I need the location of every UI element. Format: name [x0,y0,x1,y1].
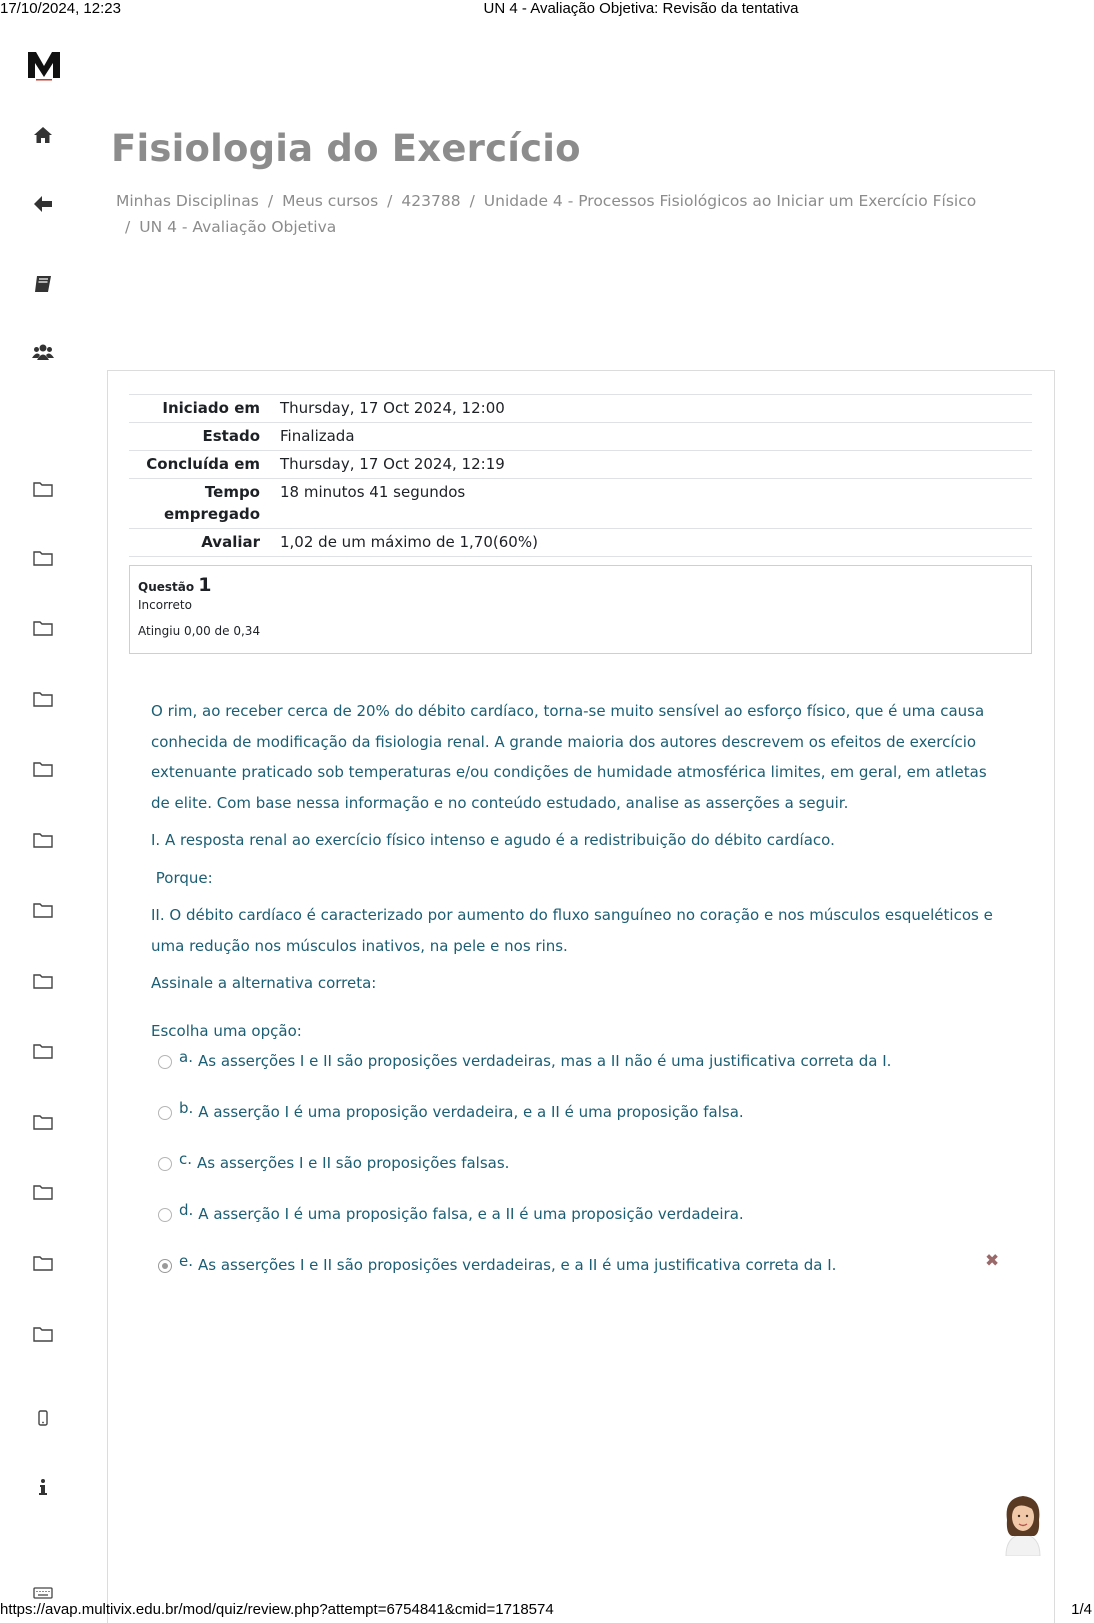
question-mark: Atingiu 0,00 de 0,34 [138,624,261,638]
completed-label: Concluída em [146,455,260,473]
folder-icon[interactable] [26,895,60,925]
question-paragraph: II. O débito cardíaco é caracterizado por aumento do fluxo sanguíneo no coração e nos músculos esqueléticos e uma redução nos músculos inativos, na pele e nos rins. [151,906,993,955]
print-url: https://avap.multivix.edu.br/mod/quiz/review.php?attempt=6754841&cmid=1718574 [0,1601,554,1618]
answer-option-b[interactable] [158,1099,744,1129]
time-label: Tempo empregado [163,483,260,523]
question-number [138,574,1023,596]
print-footer [0,1601,1094,1623]
answer-option-c[interactable] [158,1150,510,1180]
summary-row [129,451,1032,479]
question-number-value: 1 [198,574,212,596]
option-letter: b. [179,1099,194,1117]
summary-row [129,395,1032,423]
option-letter: d. [179,1201,194,1219]
breadcrumb-item-disciplinas[interactable]: Minhas Disciplinas [116,192,259,210]
question-paragraph: Porque: [151,868,213,887]
back-arrow-icon[interactable] [26,189,60,219]
summary-row [129,479,1032,529]
option-letter: a. [179,1048,193,1066]
time-value: 18 minutos 41 segundos [280,483,466,501]
print-page-number: 1/4 [1071,1601,1092,1618]
grade-label: Avaliar [201,533,260,551]
option-letter: e. [179,1252,193,1270]
question-paragraph: I. A resposta renal ao exercício físico intenso e agudo é a redistribuição do débito cardíaco. [151,831,835,849]
radio-button[interactable] [158,1106,172,1120]
answer-prompt: Escolha uma opção: [151,1022,302,1040]
completed-value: Thursday, 17 Oct 2024, 12:19 [280,455,505,473]
users-icon[interactable] [26,337,60,367]
incorrect-icon: ✖ [985,1251,1000,1271]
breadcrumb-item-avaliacao[interactable]: UN 4 - Avaliação Objetiva [139,218,337,236]
radio-button[interactable] [158,1055,172,1069]
breadcrumb: Minhas Disciplinas / Meus cursos / 423788 / Unidade 4 - Processos Fisiológicos ao Iniciar um Exercício Físico / UN 4 - Avaliação Objetiva [116,192,977,236]
answer-option-a[interactable] [158,1048,892,1078]
folder-icon[interactable] [26,613,60,643]
folder-icon[interactable] [26,474,60,504]
started-value: Thursday, 17 Oct 2024, 12:00 [280,399,505,417]
page-title: Fisiologia do Exercício [111,127,581,170]
breadcrumb-item-unidade[interactable]: Unidade 4 - Processos Fisiológicos ao Iniciar um Exercício Físico [483,192,977,210]
option-letter: c. [179,1150,193,1168]
attempt-summary-table [129,394,1032,557]
summary-row [129,423,1032,451]
folder-icon[interactable] [26,825,60,855]
assistant-avatar[interactable] [998,1490,1048,1556]
print-datetime: 17/10/2024, 12:23 [0,0,121,17]
radio-button[interactable] [158,1208,172,1222]
print-header [0,0,1094,20]
option-text: A asserção I é uma proposição verdadeira, e a II é uma proposição falsa. [198,1103,744,1121]
grade-value: 1,02 de um máximo de 1,70(60%) [280,533,538,551]
home-icon[interactable] [26,120,60,150]
question-status: Incorreto [138,598,192,612]
print-doc-title: UN 4 - Avaliação Objetiva: Revisão da tentativa [483,0,799,17]
folder-icon[interactable] [26,1248,60,1278]
mobile-icon[interactable] [26,1403,60,1433]
question-info [129,565,1032,654]
book-icon[interactable] [26,269,60,299]
radio-button[interactable] [158,1157,172,1171]
question-paragraph: O rim, ao receber cerca de 20% do débito cardíaco, torna-se muito sensível ao esforço físico, que é uma causa conhecida de modificação da fisiologia renal. A grande maioria dos autores descrevem os efeitos de exercício extenuante praticado sob temperaturas e/ou condições de humidade atmosférica limites, em geral, em atletas de elite. Com base nessa informação e no conteúdo estudado, analise as asserções a seguir. [151,702,987,812]
folder-icon[interactable] [26,1319,60,1349]
folder-icon[interactable] [26,754,60,784]
info-icon[interactable] [26,1472,60,1502]
multivix-logo[interactable] [26,46,62,86]
folder-icon[interactable] [26,1107,60,1137]
folder-icon[interactable] [26,543,60,573]
folder-icon[interactable] [26,966,60,996]
state-label: Estado [202,427,260,445]
question-label: Questão [138,580,195,594]
folder-icon[interactable] [26,684,60,714]
folder-icon[interactable] [26,1036,60,1066]
state-value: Finalizada [280,427,355,445]
radio-button-selected[interactable] [158,1259,172,1273]
breadcrumb-item-course-id[interactable]: 423788 [401,192,461,210]
option-text: As asserções I e II são proposições falsas. [197,1154,510,1172]
answer-option-e[interactable] [158,1252,837,1282]
question-paragraph: Assinale a alternativa correta: [151,974,377,992]
folder-icon[interactable] [26,1177,60,1207]
option-text: A asserção I é uma proposição falsa, e a II é uma proposição verdadeira. [198,1205,744,1223]
started-label: Iniciado em [162,399,260,417]
option-text: As asserções I e II são proposições verdadeiras, mas a II não é uma justificativa correta da I. [197,1052,892,1070]
option-text: As asserções I e II são proposições verdadeiras, e a II é uma justificativa correta da I. [198,1256,837,1274]
question-text [151,696,1001,1006]
summary-row [129,529,1032,557]
breadcrumb-item-meus-cursos[interactable]: Meus cursos [282,192,379,210]
sidebar [0,40,86,1600]
answer-option-d[interactable] [158,1201,744,1231]
